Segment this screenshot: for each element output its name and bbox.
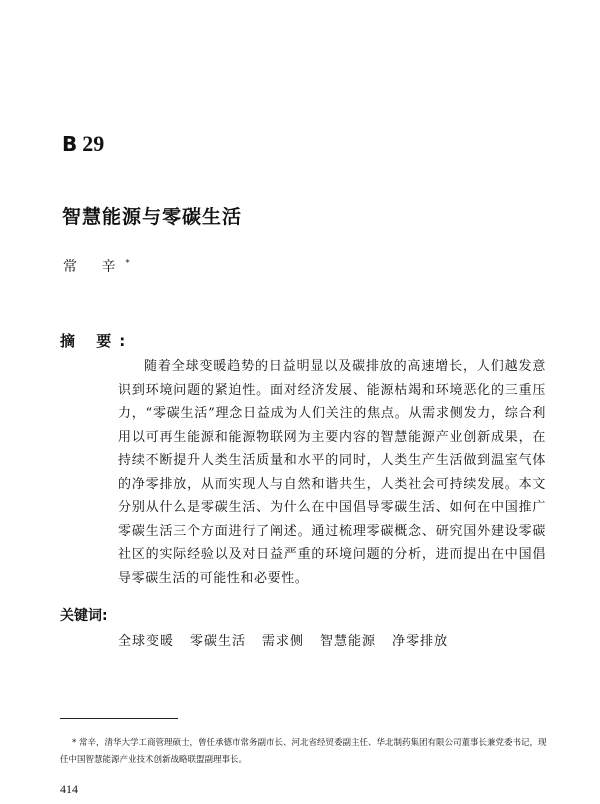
keyword-item: 全球变暖 (118, 634, 175, 649)
page-number: 414 (60, 782, 78, 796)
author-footnote: * 常辛，清华大学工商管理硕士，曾任承德市常务副市长、河北省经贸委副主任、华北制药集团有限公司董事长兼党委书记，现任中国智慧能源产业技术创新战略联盟副理事长。 (60, 738, 547, 765)
chapter-logo: B (62, 132, 77, 156)
author-footnote-marker: * (125, 258, 130, 268)
page-title: 智慧能源与零碳生活 (62, 206, 243, 228)
author-name: 常 辛 (63, 259, 126, 275)
keywords-label: 关键词: (60, 608, 108, 624)
keyword-item: 智慧能源 (320, 634, 377, 649)
keyword-item: 零碳生活 (190, 634, 247, 649)
keywords-list (118, 630, 448, 649)
keyword-item: 净零排放 (392, 634, 449, 649)
abstract-label: 摘 要: (60, 332, 134, 350)
footnote-divider (60, 718, 178, 719)
chapter-number: 29 (82, 131, 105, 156)
author-line (63, 256, 129, 276)
keyword-item: 需求侧 (262, 634, 305, 649)
chapter-heading (62, 133, 104, 155)
abstract-text: 随着全球变暖趋势的日益明显以及碳排放的高速增长，人们越发意识到环境问题的紧迫性。面对经济发展、能源枯竭和环境恶化的三重压力，“零碳生活”理念日益成为人们关注的焦点。从需求侧发力，综合利用以可再生能源和能源物联网为主要内容的智慧能源产业创新成果，在持续不断提升人类生活质量和水平的同时，人类生产生活做到温室气体的净零排放，从而实现人与自然和谐共生，人类社会可持续发展。本文分别从什么是零碳生活、为什么在中国倡导零碳生活、如何在中国推广零碳生活三个方面进行了阐述。通过梳理零碳概念、研究国外建设零碳社区的实际经验以及对日益严重的环境问题的分析，进而提出在中国倡导零碳生活的可能性和必要性。 (118, 359, 546, 586)
